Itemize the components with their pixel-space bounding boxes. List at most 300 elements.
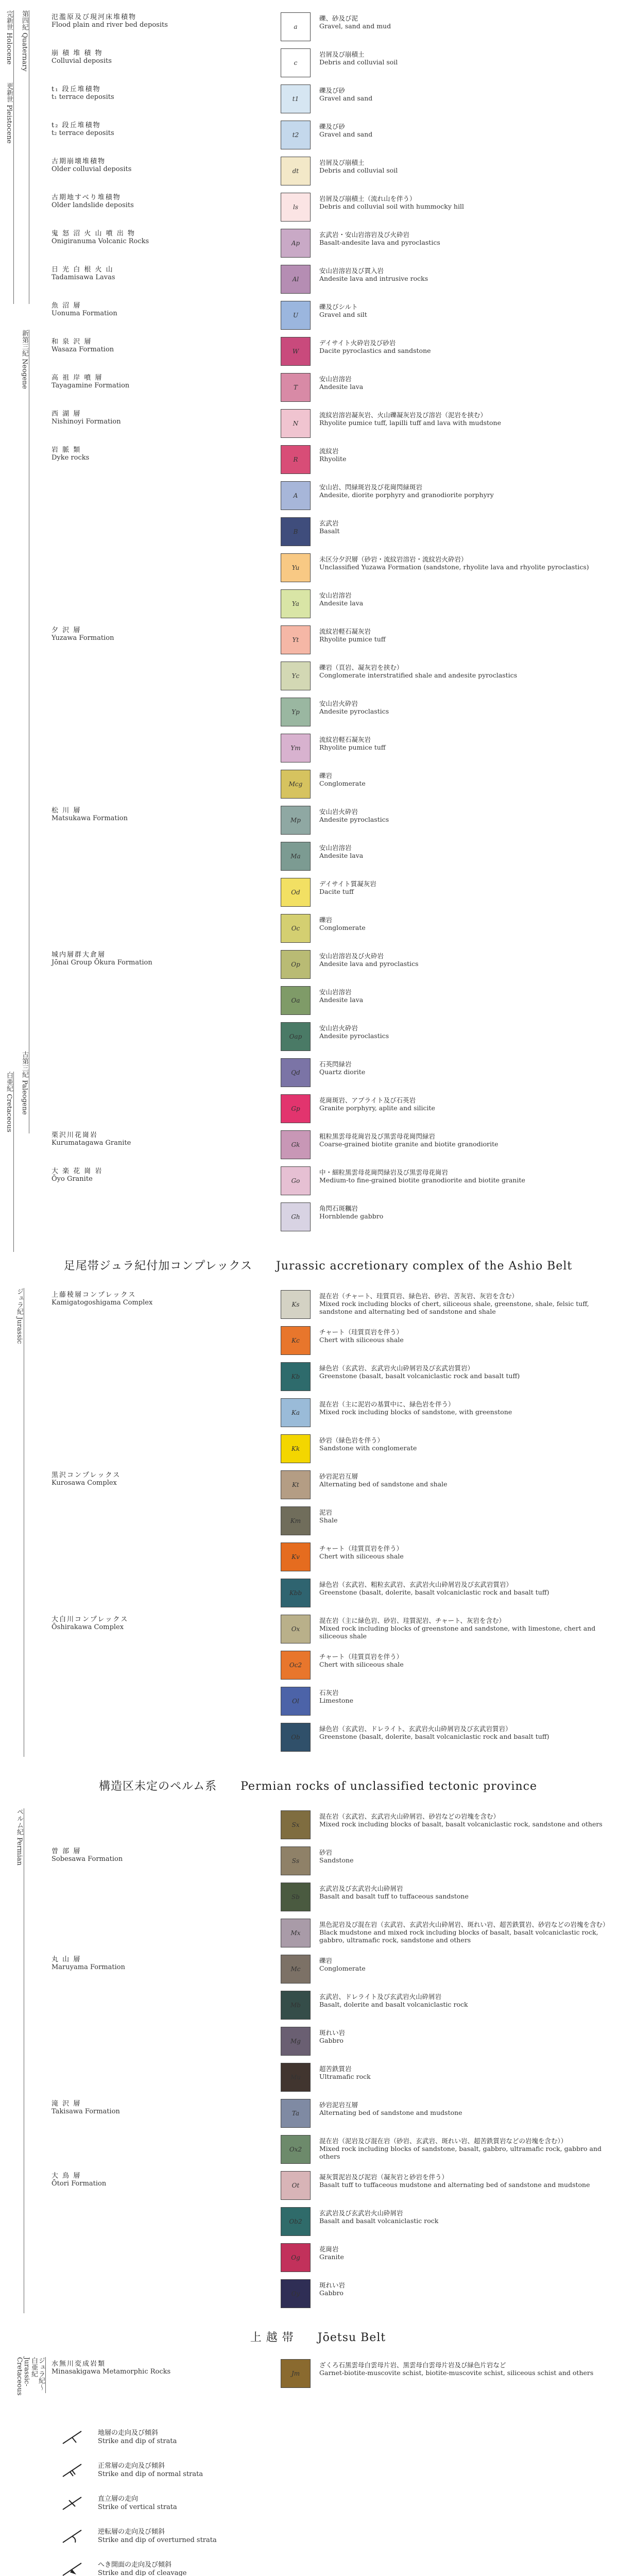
units_permian-color-swatch: Ot [281, 2171, 311, 2200]
units_top-desc-jp: 安山岩火砕岩 [319, 808, 358, 816]
units_top-desc-en: Quartz diorite [319, 1068, 366, 1076]
units_top-desc-en: Conglomerate [319, 779, 366, 787]
ashio-belt-header [0, 1257, 636, 1273]
units_top-desc-en: Conglomerate [319, 924, 366, 931]
units_top-color-swatch: Al [281, 265, 311, 294]
units_ashio-desc-jp: 緑色岩（玄武岩、玄武岩火山砕屑岩及び玄武岩質岩） [319, 1364, 474, 1372]
units_top-color-swatch: t2 [281, 121, 311, 149]
ashio-belt-header-en: Jurassic accretionary complex of the Ashio Belt [276, 1260, 573, 1273]
units_top-color-swatch: Ap [281, 229, 311, 258]
units_ashio-unit-row [0, 1360, 636, 1396]
units_ashio-unit-description [319, 1292, 618, 1315]
units_top-desc-jp: 安山岩溶岩 [319, 988, 352, 996]
units_permian-unit-row [0, 2061, 636, 2097]
units_top-unit-description [319, 628, 618, 643]
units_top-unit-row [0, 1056, 636, 1092]
units_top-unit-row [0, 407, 636, 443]
units_top-unit-row [0, 263, 636, 299]
units_top-color-swatch: Oc [281, 914, 311, 943]
units_permian-unit-row [0, 2169, 636, 2205]
units_top-unit-description [319, 1168, 618, 1184]
units_top-desc-en: Dacite tuff [319, 888, 354, 895]
units_top-desc-en: Andesite lava [319, 599, 364, 607]
units_ashio-desc-en: Chert with siliceous shale [319, 1552, 404, 1560]
units_top-unit-row [0, 82, 636, 118]
units_ashio-color-swatch: Kt [281, 1470, 311, 1499]
units_top-unit-name-en: Flood plain and river bed deposits [51, 21, 168, 29]
units_top-desc-jp: 流紋岩軽石凝灰岩 [319, 736, 371, 743]
units_top-unit-name [51, 122, 221, 137]
units_ashio-color-swatch: Kb [281, 1362, 311, 1391]
units_permian-unit-row [0, 1880, 636, 1917]
units_top-unit-name-en: Dyke rocks [51, 454, 90, 462]
units_ashio-desc-jp: 混在岩（主に泥岩の基質中に、緑色岩を伴う） [319, 1400, 455, 1408]
units_top-color-swatch: Oa [281, 986, 311, 1015]
units_top-unit-description [319, 736, 618, 751]
units_top-unit-name-jp: t₁ 段丘堆積物 [51, 86, 101, 93]
units_ashio-unit-name [51, 1616, 221, 1631]
units_top-unit-name [51, 410, 221, 426]
units_permian-desc-en: Alternating bed of sandstone and mudstone [319, 2109, 462, 2116]
units_top-unit-name-jp: 氾濫原及び現河床堆積物 [51, 13, 137, 21]
units_top-unit-name-jp: 城内層群大倉層 [51, 951, 106, 959]
units_ashio-unit-description [319, 1725, 618, 1740]
units_permian-desc-en: Basalt and basalt volcaniclastic rock [319, 2217, 439, 2225]
units_top-desc-jp: 礫及びシルト [319, 303, 358, 311]
units_top-unit-name-en: Jōnai Group Ōkura Formation [51, 959, 152, 967]
neogene-label: 新第三紀 Neogene [21, 330, 29, 1051]
units_permian-unit-description [319, 2065, 618, 2080]
units_top-desc-jp: 礫及び砂 [319, 123, 346, 130]
units_permian-unit-description [319, 2101, 618, 2116]
units_top-unit-name [51, 266, 221, 281]
ashio-belt-header-jp: 足尾帯ジュラ紀付加コンプレックス [63, 1260, 252, 1273]
units_ashio-unit-row [0, 1396, 636, 1432]
units_ashio-desc-jp: チャート（珪質頁岩を伴う） [319, 1653, 403, 1660]
units_ashio-color-swatch: Ks [281, 1290, 311, 1319]
units_ashio-unit-row [0, 1649, 636, 1685]
units_top-unit-name-jp: 崩 積 堆 積 物 [51, 49, 103, 57]
units_top-unit-row [0, 732, 636, 768]
strike-cleavage-en: Strike and dip of cleavage [98, 2569, 187, 2576]
units_permian-unit-description [319, 1812, 618, 1828]
units_permian-desc-jp: 花崗岩 [319, 2245, 339, 2253]
units_top-unit-description [319, 772, 618, 787]
units_top-unit-row [0, 227, 636, 263]
units_ashio-unit-name-jp: 黒沢コンプレックス [51, 1471, 121, 1479]
units_ashio-color-swatch: Kk [281, 1434, 311, 1463]
units_top-color-swatch: t1 [281, 84, 311, 113]
units_ashio-desc-jp: チャート（珪質頁岩を伴う） [319, 1545, 403, 1552]
units_top-unit-name-en: Ōyo Granite [51, 1175, 93, 1183]
units_top-unit-description [319, 483, 618, 499]
units_top-desc-jp: 流紋岩溶岩凝灰岩、火山礫凝灰岩及び溶岩（泥岩を挟む） [319, 411, 487, 419]
units_top-color-swatch: Op [281, 950, 311, 979]
units_top-desc-jp: 安山岩溶岩及び火砕岩 [319, 952, 384, 960]
units_top-unit-row [0, 299, 636, 335]
units_top-color-swatch: B [281, 517, 311, 546]
units_top-desc-en: Dacite pyroclastics and sandstone [319, 347, 431, 354]
units_top-unit-name [51, 230, 221, 245]
units_top-desc-jp: 安山岩溶岩 [319, 375, 352, 383]
strike-dip-normal-jp: 正常層の走向及び傾斜 [98, 2462, 165, 2470]
units_top-unit-name-en: Tayagamine Formation [51, 382, 130, 389]
units_joetsu-unit-name [51, 2360, 221, 2376]
units_permian-unit-row [0, 1808, 636, 1844]
units_ashio-desc-en: Alternating bed of sandstone and shale [319, 1480, 448, 1488]
units_ashio-unit-description [319, 1509, 618, 1524]
units_top-unit-description [319, 1024, 618, 1040]
units_permian-unit-description [319, 1885, 618, 1900]
strike-overturned-jp: 逆転層の走向及び傾斜 [98, 2528, 165, 2536]
legend-symbol-row [0, 2424, 636, 2457]
units_ashio-unit-description [319, 1328, 618, 1344]
units_top-unit-row [0, 768, 636, 804]
units_top-unit-name [51, 807, 221, 822]
units_top-desc-jp: 安山岩火砕岩 [319, 700, 358, 707]
units_permian-unit-description [319, 2173, 618, 2189]
strike-dip-strata-en: Strike and dip of strata [98, 2437, 177, 2445]
units_top-color-swatch: Gh [281, 1202, 311, 1231]
joetsu-belt-header-jp: 上 越 帯 [250, 2331, 294, 2344]
units_top-color-swatch: Mp [281, 806, 311, 835]
spacer [217, 1780, 240, 1793]
units_top-unit-name-en: Nishinoyi Formation [51, 418, 121, 426]
units_top-desc-jp: 安山岩溶岩 [319, 591, 352, 599]
units_top-unit-description [319, 411, 618, 427]
units_top-unit-name-jp: 和 泉 沢 層 [51, 338, 92, 346]
units_permian-desc-en: Mixed rock including blocks of sandstone, basalt, gabbro, ultramafic rock, gabbro and others [319, 2145, 602, 2160]
units_top-desc-en: Andesite lava [319, 383, 364, 391]
units_top-desc-en: Andesite pyroclastics [319, 707, 389, 715]
units_ashio-unit-name [51, 1471, 221, 1487]
jurassic-cretaceous-label: ジュラ紀～白亜紀 Jurassic-Cretaceous [15, 2357, 45, 2396]
units_top-unit-description [319, 844, 618, 859]
units_top-unit-name-jp: 西 湖 層 [51, 410, 81, 418]
strike-vertical-en: Strike of vertical strata [98, 2503, 177, 2511]
units_permian-desc-jp: 玄武岩及び玄武岩火山砕屑岩 [319, 1885, 403, 1892]
units_top-desc-en: Gravel and silt [319, 311, 367, 318]
permian-label: ペルム紀 Permian [15, 1808, 24, 2313]
units_top-unit-description [319, 447, 618, 463]
units_top-unit-name-en: Older colluvial deposits [51, 165, 132, 173]
units_top-unit-description [319, 87, 618, 102]
units_permian-unit-row [0, 2025, 636, 2061]
units_top-color-swatch: Gk [281, 1130, 311, 1159]
units_ashio-desc-jp: 緑色岩（玄武岩、粗粒玄武岩、玄武岩火山砕屑岩及び玄武岩質岩） [319, 1581, 513, 1588]
units_permian-desc-en: Ultramafic rock [319, 2073, 371, 2080]
units_top-unit-row [0, 371, 636, 407]
units_permian-desc-en: Basalt tuff to tuffaceous mudstone and alternating bed of sandstone and mudstone [319, 2181, 590, 2189]
units_permian-color-swatch: Mg [281, 2027, 311, 2056]
units_ashio-unit-name-jp: 大白川コンプレックス [51, 1616, 129, 1623]
units_permian-desc-jp: 砂岩 [319, 1849, 333, 1856]
units_permian-desc-en: Sandstone [319, 1856, 354, 1864]
units_top-desc-jp: 流紋岩軽石凝灰岩 [319, 628, 371, 635]
units_top-desc-jp: デイサイト質凝灰岩 [319, 880, 376, 888]
units_permian-unit-row [0, 1953, 636, 1989]
units_top-color-swatch: Ym [281, 734, 311, 762]
units_top-desc-en: Debris and colluvial soil [319, 58, 398, 66]
units_top-color-swatch: Yc [281, 662, 311, 690]
units_top-desc-jp: 安山岩、閃緑斑岩及び花崗閃緑斑岩 [319, 483, 423, 491]
units_top-unit-name-jp: 高 祖 岸 噴 層 [51, 374, 103, 382]
units_top-color-swatch: A [281, 481, 311, 510]
units_top-unit-name [51, 374, 221, 389]
units_permian-color-swatch: Ox2 [281, 2135, 311, 2164]
units_top-unit-description [319, 50, 618, 66]
units_top-unit-description [319, 195, 618, 210]
units_top-unit-name-en: Yuzawa Formation [51, 634, 114, 642]
permian-header-jp: 構造区未定のペルム系 [98, 1780, 217, 1793]
units_top-unit-name [51, 13, 221, 29]
units_ashio-color-swatch: Kv [281, 1543, 311, 1571]
units_permian-color-swatch: Mx [281, 1919, 311, 1947]
units_top-unit-description [319, 700, 618, 715]
units_top-unit-name-jp: t₂ 段丘堆積物 [51, 122, 101, 129]
units_top-unit-description [319, 952, 618, 968]
units_ashio-unit-description [319, 1653, 618, 1668]
joetsu-belt-header-en: Jōetsu Belt [317, 2331, 386, 2344]
units_permian-desc-en: Gabbro [319, 2037, 343, 2044]
units_permian-desc-jp: 混在岩（玄武岩、玄武岩火山砕屑岩、砂岩などの岩塊を含む） [319, 1812, 500, 1820]
units_top-unit-description [319, 880, 618, 895]
units_ashio-desc-en: Mixed rock including blocks of sandstone, with greenstone [319, 1408, 512, 1416]
units_permian-unit-name-en: Maruyama Formation [51, 1963, 125, 1971]
units_top-desc-en: Andesite pyroclastics [319, 1032, 389, 1040]
units_permian-unit-row [0, 2097, 636, 2133]
units_permian-desc-jp: 黒色泥岩及び混在岩（玄武岩、玄武岩火山砕屑岩、斑れい岩、超苦鉄質岩、砂岩などの岩塊を含む） [319, 1921, 609, 1928]
units_top-unit-row [0, 1164, 636, 1200]
units_ashio-unit-row [0, 1577, 636, 1613]
units_permian-unit-row [0, 2277, 636, 2313]
units_permian-desc-jp: 礫岩 [319, 1957, 333, 1964]
units_joetsu-unit-description [319, 2361, 618, 2377]
units_top-unit-description [319, 988, 618, 1004]
units_ashio-unit-row [0, 1504, 636, 1540]
units_ashio-unit-description [319, 1400, 618, 1416]
legend-symbol-row [0, 2556, 636, 2576]
units_top-color-swatch: dt [281, 157, 311, 185]
units_permian-unit-name-en: Sobesawa Formation [51, 1855, 123, 1863]
units_top-unit-name-en: Onigiranuma Volcanic Rocks [51, 238, 149, 245]
units_permian-unit-description [319, 1921, 618, 1944]
units_top-unit-row [0, 587, 636, 623]
units_permian-desc-en: Basalt and basalt tuff to tuffaceous sandstone [319, 1892, 469, 1900]
units_permian-desc-en: Gabbro [319, 2289, 343, 2297]
units_top-desc-en: Debris and colluvial soil with hummocky hill [319, 202, 464, 210]
units_permian-unit-description [319, 2281, 618, 2297]
units_top-unit-row [0, 912, 636, 948]
units_top-unit-name-jp: 古期地すべり堆積物 [51, 194, 121, 201]
units_joetsu-unit-name-en: Minasakigawa Metamorphic Rocks [51, 2368, 171, 2376]
units_ashio-color-swatch: Ox [281, 1615, 311, 1643]
units_top-desc-jp: 礫及び砂 [319, 87, 346, 94]
units_permian-desc-jp: 混在岩（泥岩及び混在岩（砂岩、玄武岩、斑れい岩、超苦鉄質岩などの岩塊を含む）） [319, 2137, 568, 2145]
units_permian-unit-name-jp: 滝 沢 層 [51, 2100, 81, 2108]
units_top-desc-en: Gravel and sand [319, 130, 373, 138]
units_ashio-unit-row [0, 1540, 636, 1577]
units_permian-unit-row [0, 2241, 636, 2277]
units_permian-unit-row [0, 2205, 636, 2241]
units_top-unit-name-jp: 夕 沢 層 [51, 626, 81, 634]
strike-overturned-icon [57, 2526, 88, 2547]
units_permian-unit-name-jp: 曽 部 層 [51, 1848, 81, 1855]
units_permian-unit-row [0, 1917, 636, 1953]
units_permian-desc-en: Basalt, dolerite and basalt volcaniclastic rock [319, 2001, 468, 2008]
units_permian-color-swatch: Mu [281, 2063, 311, 2092]
units_top-unit-description [319, 1060, 618, 1076]
units_top-desc-jp: 未区分夕沢層（砂岩・流紋岩溶岩・流紋岩火砕岩） [319, 555, 468, 563]
units_top-unit-name [51, 338, 221, 353]
units_top-desc-jp: 玄武岩 [319, 519, 339, 527]
units_ashio-desc-en: Greenstone (basalt, dolerite, basalt volcaniclastic rock and basalt tuff) [319, 1733, 549, 1740]
units_ashio-desc-jp: 混在岩（主に緑色岩、砂岩、珪質泥岩、チャート、灰岩を含む） [319, 1617, 506, 1624]
units_permian-desc-en: Black mudstone and mixed rock including blocks of basalt, basalt volcaniclastic rock, gabbro, ultramafic rock, sandstone and others [319, 1928, 598, 1944]
units_permian-color-swatch: Sb [281, 1883, 311, 1911]
cretaceous-label: 白亜紀 Cretaceous [5, 1072, 14, 1252]
units_top-color-swatch: Ma [281, 842, 311, 871]
units_top-desc-en: Andesite, diorite porphyry and granodiorite porphyry [319, 491, 494, 499]
strike-vertical-icon [57, 2493, 88, 2514]
units_ashio-color-swatch: Ob [281, 1723, 311, 1752]
strike-dip-normal-icon [57, 2460, 88, 2481]
quaternary-label: 第四紀 Quaternary [21, 10, 29, 304]
units_top-unit-name-jp: 鬼 怒 沼 火 山 噴 出 物 [51, 230, 135, 238]
units_ashio-color-swatch: Km [281, 1506, 311, 1535]
units_top-unit-name-en: t₁ terrace deposits [51, 93, 114, 101]
units_top-unit-row [0, 1128, 636, 1164]
legend-symbol-row [0, 2490, 636, 2523]
units_ashio-unit-row [0, 1721, 636, 1757]
units_top-desc-en: Unclassified Yuzawa Formation (sandstone, rhyolite lava and rhyolite pyroclastics) [319, 563, 589, 571]
units_top-desc-jp: 安山岩火砕岩 [319, 1024, 358, 1032]
jurassic-label: ジュラ紀 Jurassic [15, 1288, 24, 1757]
units_top-desc-en: Andesite pyroclastics [319, 816, 389, 823]
units_top-unit-description [319, 1096, 618, 1112]
units_top-unit-row [0, 984, 636, 1020]
units_top-color-swatch: Gp [281, 1094, 311, 1123]
units_top-unit-row [0, 10, 636, 46]
units_ashio-unit-description [319, 1364, 618, 1380]
units_top-unit-name-jp: 岩 脈 類 [51, 446, 81, 454]
units_permian-desc-jp: 砂岩泥岩互層 [319, 2101, 358, 2109]
units_top-color-swatch: Go [281, 1166, 311, 1195]
strike-cleavage-icon [57, 2559, 88, 2576]
units_top-unit-row [0, 804, 636, 840]
strike-cleavage-description [98, 2561, 355, 2576]
units_permian-unit-description [319, 2245, 618, 2261]
units_permian-unit-description [319, 2029, 618, 2044]
units_ashio-unit-description [319, 1581, 618, 1596]
units_top-color-swatch: Yt [281, 625, 311, 654]
units_top-desc-jp: 礫、砂及び泥 [319, 14, 358, 22]
units_top-unit-row [0, 1092, 636, 1128]
units_top-unit-name [51, 626, 221, 642]
units_top-color-swatch: c [281, 48, 311, 77]
units_top-unit-name [51, 86, 221, 101]
legend-symbol-row [0, 2457, 636, 2490]
units_top-unit-row [0, 479, 636, 515]
units_permian-desc-en: Conglomerate [319, 1964, 366, 1972]
units_top-desc-en: Andesite lava [319, 996, 364, 1004]
units_ashio-unit-description [319, 1617, 618, 1640]
units_ashio-unit-row [0, 1432, 636, 1468]
units_top-unit-row [0, 696, 636, 732]
units_ashio-desc-en: Greenstone (basalt, dolerite, basalt volcaniclastic rock and basalt tuff) [319, 1588, 549, 1596]
units_ashio-unit-name [51, 1291, 221, 1307]
units_top-unit-row [0, 623, 636, 659]
strike-vertical-jp: 直立層の走向 [98, 2495, 139, 2503]
units_permian-color-swatch: Ss [281, 1846, 311, 1875]
units_top-unit-row [0, 46, 636, 82]
units_ashio-desc-jp: 混在岩（チャート、珪質頁岩、緑色岩、砂岩、苦灰岩、灰岩を含む） [319, 1292, 519, 1300]
units_ashio-desc-en: Chert with siliceous shale [319, 1336, 404, 1344]
strike-dip-strata-description [98, 2429, 355, 2446]
units_top-unit-description [319, 916, 618, 931]
units_top-unit-row [0, 551, 636, 587]
units_ashio-desc-en: Sandstone with conglomerate [319, 1444, 417, 1452]
units_permian-desc-jp: 玄武岩、ドレライト及び玄武岩火山砕屑岩 [319, 1993, 442, 2001]
units_top-desc-jp: 花崗斑岩、アプライト及び石英岩 [319, 1096, 416, 1104]
units_ashio-unit-row [0, 1324, 636, 1360]
units_top-unit-description [319, 664, 618, 679]
units_permian-unit-row [0, 2133, 636, 2169]
units_top-unit-row [0, 840, 636, 876]
units_top-desc-en: Hornblende gabbro [319, 1212, 384, 1220]
units_top-color-swatch: ls [281, 193, 311, 222]
units_top-unit-name-en: Tadamisawa Lavas [51, 274, 115, 281]
units_top-unit-name-jp: 古期崩壊堆積物 [51, 158, 106, 165]
holocene-label: 完新世 Holocene [5, 10, 14, 82]
units_ashio-desc-jp: 砂岩泥岩互層 [319, 1472, 358, 1480]
units_top-desc-jp: 粗粒黒雲母花崗岩及び黒雲母花崗閃緑岩 [319, 1132, 436, 1140]
units_top-unit-name-jp: 大 楽 花 崗 岩 [51, 1167, 103, 1175]
units_permian-color-swatch: Oy [281, 2279, 311, 2308]
units_top-unit-row [0, 155, 636, 191]
units_ashio-unit-name-en: Kurosawa Complex [51, 1479, 117, 1487]
units_permian-unit-name [51, 2172, 221, 2188]
units_top-desc-jp: 岩屑及び崩積土 [319, 50, 365, 58]
units_top-unit-description [319, 123, 618, 138]
units_permian-color-swatch: Mb [281, 1991, 311, 2020]
units_top-unit-description [319, 14, 618, 30]
units_top-unit-row [0, 948, 636, 984]
units_top-unit-name [51, 158, 221, 173]
units_top-desc-jp: 石英閃緑岩 [319, 1060, 352, 1068]
units_ashio-unit-name-jp: 上藤稜層コンプレックス [51, 1291, 136, 1299]
units_top-desc-en: Rhyolite pumice tuff [319, 635, 386, 643]
units_top-desc-en: Andesite lava [319, 852, 364, 859]
units_ashio-desc-en: Shale [319, 1516, 338, 1524]
units_ashio-desc-en: Greenstone (basalt, basalt volcaniclastic rock and basalt tuff) [319, 1372, 520, 1380]
units_top-unit-name-jp: 松 川 層 [51, 807, 81, 815]
units_top-unit-description [319, 339, 618, 354]
units_top-desc-jp: デイサイト火砕岩及び砂岩 [319, 339, 396, 347]
units_permian-unit-name [51, 2100, 221, 2115]
units_top-color-swatch: Oap [281, 1022, 311, 1051]
units_ashio-desc-en: Mixed rock including blocks of chert, siliceous shale, greenstone, shale, felsic tuff, sandstone and alternating bed of sandstone and shale [319, 1300, 589, 1315]
units_permian-unit-description [319, 2209, 618, 2225]
strike-overturned-en: Strike and dip of overturned strata [98, 2536, 217, 2544]
units_top-unit-name-en: Uonuma Formation [51, 310, 117, 317]
units_permian-unit-name-jp: 大 鳥 層 [51, 2172, 81, 2180]
units_ashio-color-swatch: Oc2 [281, 1651, 311, 1680]
units_top-desc-en: Basalt-andesite lava and pyroclastics [319, 239, 440, 246]
units_permian-desc-en: Mixed rock including blocks of basalt, basalt volcaniclastic rock, sandstone and others [319, 1820, 603, 1828]
units_ashio-color-swatch: Kbb [281, 1579, 311, 1607]
units_ashio-unit-row [0, 1685, 636, 1721]
